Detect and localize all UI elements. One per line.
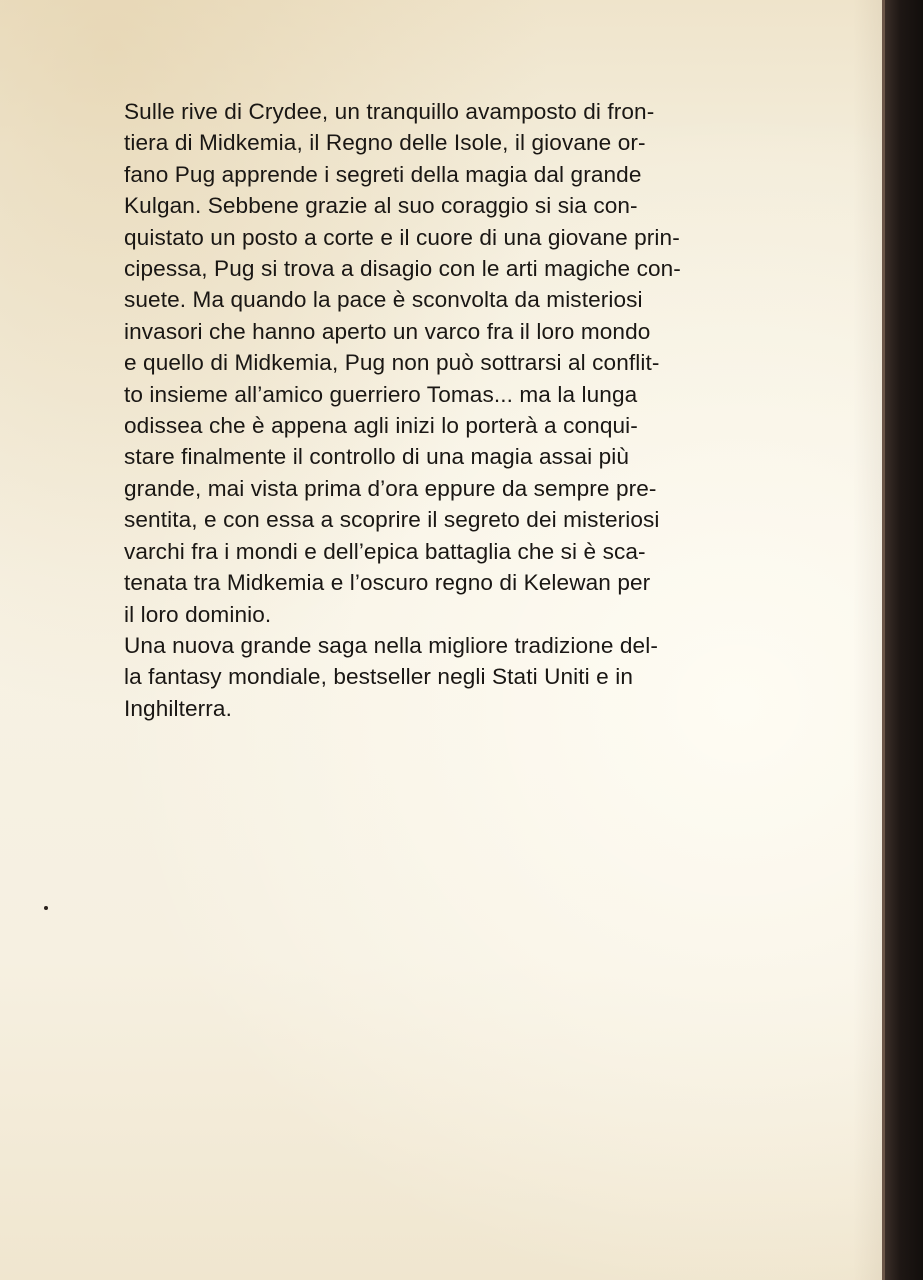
text-line: stare finalmente il controllo di una magia assai più [124,444,630,470]
text-line: invasori che hanno aperto un varco fra il loro mondo [124,318,651,344]
text-line: fano Pug apprende i segreti della magia dal grande [124,161,642,187]
text-line: Sulle rive di Crydee, un tranquillo avamposto di fron- [124,99,655,124]
blurb-text-block [124,96,786,724]
text-line: Inghilterra. [124,695,232,721]
text-line: cipessa, Pug si trova a disagio con le arti magiche con- [124,256,681,282]
text-line: Kulgan. Sebbene grazie al suo coraggio si sia con- [124,193,638,219]
text-line: odissea che è appena agli inizi lo porterà a conqui- [124,413,638,439]
text-line: grande, mai vista prima d’ora eppure da sempre pre- [124,475,657,501]
text-line: varchi fra i mondi e dell’epica battaglia che si è sca- [124,538,646,564]
text-line: e quello di Midkemia, Pug non può sottrarsi al conflit- [124,350,660,376]
text-line: la fantasy mondiale, bestseller negli Stati Uniti e in [124,664,634,690]
blurb-paragraph-2 [124,630,786,724]
text-line: Una nuova grande saga nella migliore tradizione del- [124,632,658,658]
blurb-paragraph-1 [124,96,786,630]
text-line: sentita, e con essa a scoprire il segreto dei misteriosi [124,507,660,533]
text-line: tiera di Midkemia, il Regno delle Isole, il giovane or- [124,130,646,156]
text-line: il loro dominio. [124,601,272,627]
text-line: to insieme all’amico guerriero Tomas... ma la lunga [124,381,638,407]
book-spine-edge [885,0,923,1280]
text-line: tenata tra Midkemia e l’oscuro regno di Kelewan per [124,570,651,596]
text-line: quistato un posto a corte e il cuore di una giovane prin- [124,224,680,250]
print-speck [44,906,48,910]
text-line: suete. Ma quando la pace è sconvolta da misteriosi [124,287,643,313]
